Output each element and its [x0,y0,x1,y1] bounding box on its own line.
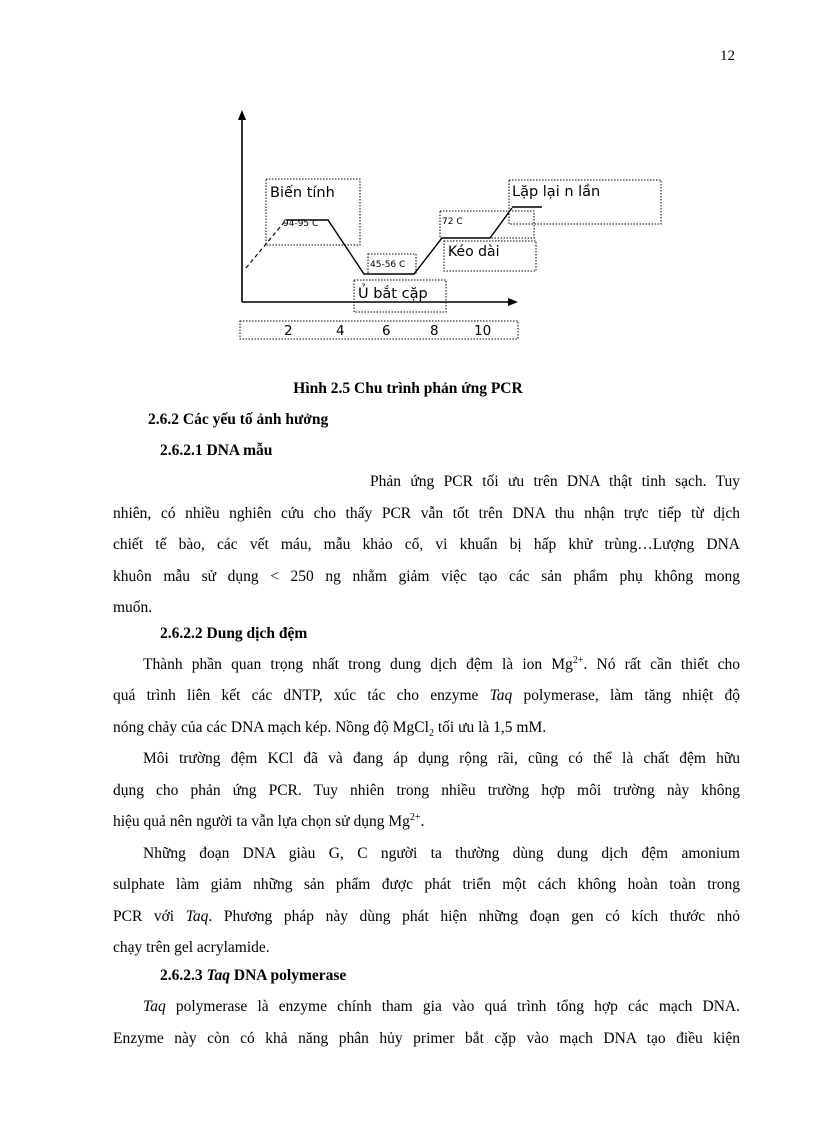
text-span: tối ưu là 1,5 mM. [433,719,547,736]
repeat-label: Lặp lại n lần [512,184,601,200]
italic-taq: Taq [206,967,231,984]
paragraph-line: khuôn mẫu sử dụng < 250 ng nhằm giảm việc tạo các sản phẩm phụ không mong [113,568,740,585]
paragraph-line: muốn. [113,599,153,616]
italic-taq: Taq [143,998,166,1015]
text-span: . [420,813,425,830]
paragraph-line: nhiên, có nhiều nghiên cứu cho thấy PCR vẫn tốt trên DNA thu nhận trực tiếp từ dịch [113,505,740,522]
subscript: 2 [428,728,434,740]
temp-denature-label: 94-95 C [283,219,319,229]
paragraph-line: dụng cho phản ứng PCR. Tuy nhiên trong nhiều trường hợp môi trường này không [113,782,740,799]
section-2-6-2-3-title [160,967,346,985]
paragraph-line: sulphate làm giảm những sản phẩm được phát triển một cách không hoàn toàn trong [113,876,740,893]
paragraph-line: chiết tế bào, các vết máu, mẫu khảo cổ, vi khuẩn bị hấp khử trùng…Lượng DNA [113,536,740,553]
paragraph-line: Những đoạn DNA giàu G, C người ta thường dùng dung dịch đệm amonium [143,845,740,862]
paragraph-line: chạy trên gel acrylamide. [113,939,270,956]
page-number: 12 [720,48,735,64]
pcr-cycle-figure [228,108,601,348]
paragraph-line [113,656,740,674]
paragraph-line [113,813,424,831]
denature-label: Biến tính [270,185,335,201]
section-2-6-2-1-title: 2.6.2.1 DNA mẫu [160,442,273,459]
text-span: polymerase là enzyme chính tham gia vào quá trình tổng hợp các mạch DNA. [165,998,740,1015]
x-tick-label: 10 [474,323,492,339]
paragraph-line: Phản ứng PCR tối ưu trên DNA thật tinh sạch. Tuy [370,473,740,490]
x-tick-label: 2 [284,323,293,339]
italic-taq: Taq [489,687,513,704]
text-span: hiệu quả nên người ta vẫn lựa chọn sử dụng Mg [113,813,410,830]
text-span: 2.6.2.3 [160,967,207,984]
paragraph-line: Môi trường đệm KCl đã và đang áp dụng rộng rãi, cũng có thể là chất đệm hữu [143,750,740,767]
text-span: . Phương pháp này dùng phát hiện những đoạn gen có kích thước nhỏ [208,908,740,925]
paragraph-line [143,998,740,1016]
text-span: quá trình liên kết các dNTP, xúc tác cho enzyme [113,687,490,704]
text-span: PCR với [113,908,186,925]
text-span: polymerase, làm tăng nhiệt độ [512,687,740,704]
text-span: nóng chảy của các DNA mạch kép. Nồng độ MgCl [113,719,429,736]
x-tick-label: 6 [382,323,391,339]
paragraph-line [113,719,547,740]
temp-extension-label: 72 C [442,217,463,227]
x-axis-arrow [508,298,518,306]
figure-caption: Hình 2.5 Chu trình phản ứng PCR [293,380,523,397]
italic-taq: Taq [185,908,209,925]
paragraph-line: Enzyme này còn có khả năng phân hủy primer bắt cặp vào mạch DNA tạo điều kiện [113,1030,740,1047]
y-axis-arrow [238,110,246,120]
text-span: . Nó rất cần thiết cho [583,656,740,673]
paragraph-line [113,908,740,926]
anneal-label: Ủ bắt cặp [358,286,428,302]
section-2-6-2-2-title: 2.6.2.2 Dung dịch đệm [160,625,308,642]
x-tick-label: 4 [336,323,345,339]
paragraph-line [113,687,740,705]
superscript: 2+ [409,811,421,823]
temp-anneal-label: 45-56 C [370,260,406,270]
superscript: 2+ [572,654,584,666]
section-2-6-2-title: 2.6.2 Các yếu tố ảnh hưởng [148,411,329,428]
extension-label: Kéo dài [448,244,500,260]
text-span: DNA polymerase [230,967,347,984]
text-span: Thành phần quan trọng nhất trong dung dịch đệm là ion Mg [143,656,573,673]
x-tick-label: 8 [430,323,439,339]
